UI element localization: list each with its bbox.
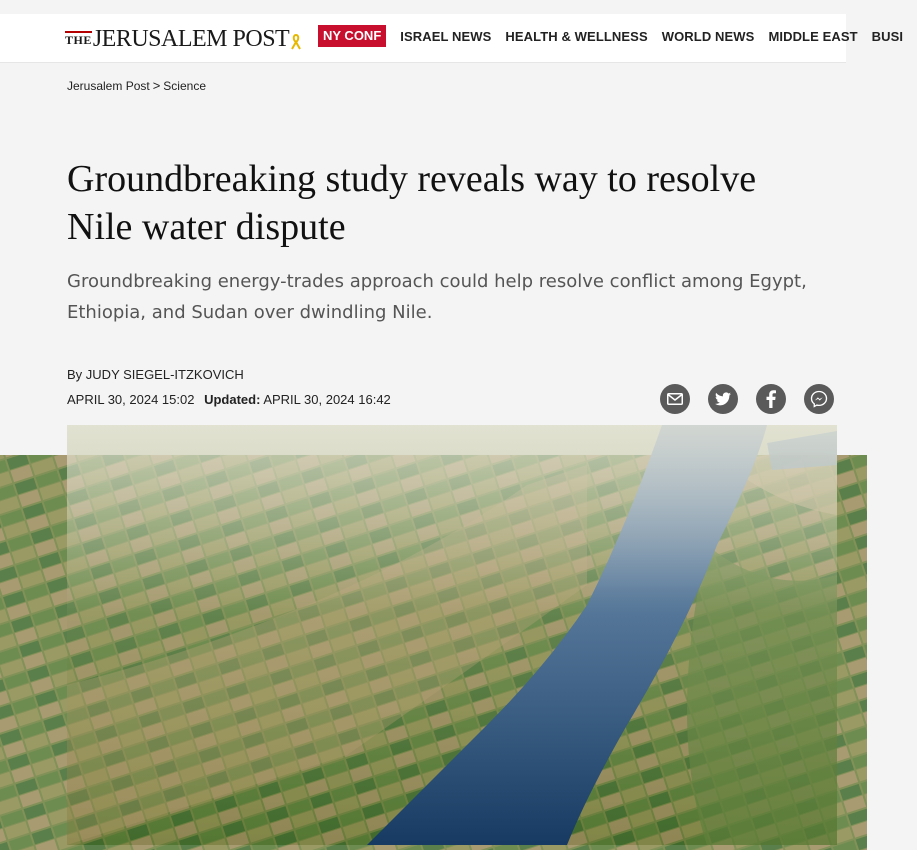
yellow-ribbon-icon [291,34,301,50]
site-logo[interactable] [65,22,301,54]
facebook-share-button[interactable] [756,384,786,414]
nav-item-middle-east[interactable]: MIDDLE EAST [768,28,858,44]
updated-date: APRIL 30, 2024 16:42 [263,392,391,407]
byline-prefix: By [67,367,83,382]
breadcrumb-home[interactable]: Jerusalem Post [67,79,150,93]
email-share-button[interactable] [660,384,690,414]
nile-aerial-photo [67,425,837,845]
nav-item-world-news[interactable]: WORLD NEWS [661,28,755,44]
article-subheadline: Groundbreaking energy-trades approach could help resolve conflict among Egypt, Ethiopia, and Sudan over dwindling Nile. [67,271,807,323]
logo-name: JERUSALEM POST [92,26,290,52]
twitter-icon [715,392,731,406]
main-nav [318,25,917,47]
header-top-strip [0,0,846,14]
article-headline: Groundbreaking study reveals way to resolve Nile water dispute [67,158,757,248]
article-byline [67,367,244,382]
updated-label: Updated: [204,392,261,407]
nav-item-israel-news[interactable]: ISRAEL NEWS [400,28,492,44]
article-dates [67,392,391,407]
breadcrumb-section[interactable]: Science [163,79,206,93]
site-header [0,0,904,63]
nav-item-business[interactable]: BUSI [871,28,904,44]
breadcrumb [67,78,206,93]
facebook-icon [766,390,776,408]
article-hero-image [67,425,837,845]
nav-item-health-wellness[interactable]: HEALTH & WELLNESS [505,28,648,44]
published-date: APRIL 30, 2024 15:02 [67,392,195,407]
email-icon [667,393,683,405]
messenger-share-button[interactable] [804,384,834,414]
logo-the: THE [65,33,92,47]
share-buttons [660,384,834,414]
nav-item-ny-conf[interactable]: NY CONF [318,25,386,47]
messenger-icon [810,390,828,408]
breadcrumb-separator: > [152,78,161,93]
author-link[interactable]: JUDY SIEGEL-ITZKOVICH [85,367,244,382]
twitter-share-button[interactable] [708,384,738,414]
